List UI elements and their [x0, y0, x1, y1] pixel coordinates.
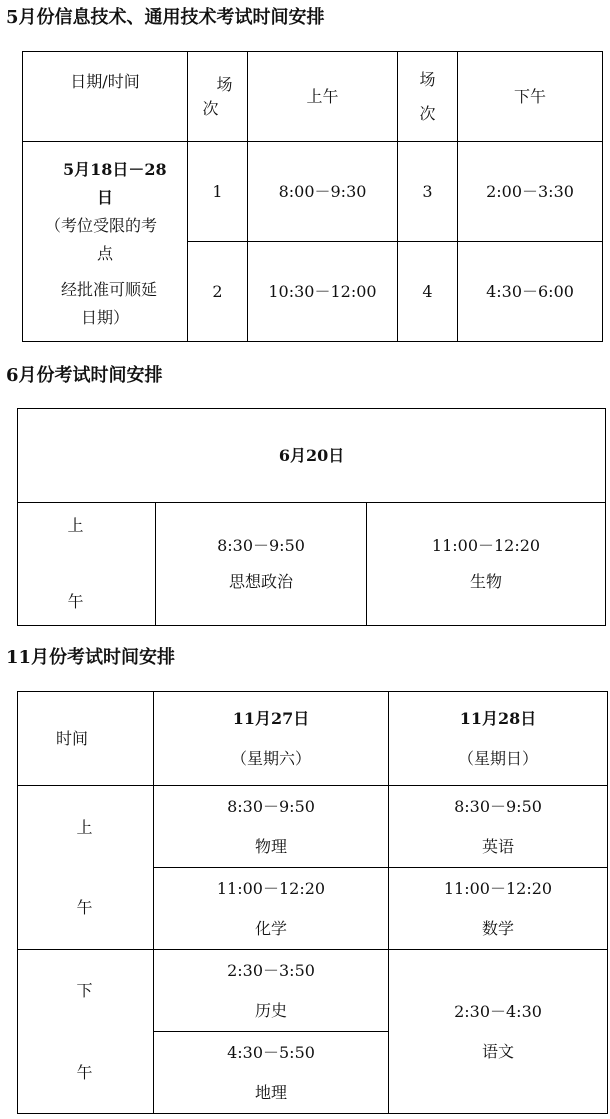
header-session-am: 场 次 [188, 52, 248, 142]
november-morning-label: 上 午 [18, 786, 154, 950]
exam-slot: 11:00－12:20 数学 [389, 868, 608, 950]
exam-time: 4:30－6:00 [458, 242, 603, 342]
exam-slot: 8:30－9:50 思想政治 [156, 503, 367, 626]
header-afternoon: 下午 [458, 52, 603, 142]
exam-time: 8:00－9:30 [248, 142, 398, 242]
header-date-time: 日期/时间 [23, 52, 188, 142]
november-heading: 11月份考试时间安排 [6, 647, 176, 668]
header-day1: 11月27日 （星期六） [154, 692, 389, 786]
exam-slot: 4:30－5:50 地理 [154, 1032, 389, 1114]
exam-time: 2:00－3:30 [458, 142, 603, 242]
exam-slot: 8:30－9:50 英语 [389, 786, 608, 868]
june-heading: 6月份考试时间安排 [6, 365, 163, 386]
header-morning: 上午 [248, 52, 398, 142]
session-number: 1 [188, 142, 248, 242]
exam-slot-chinese: 2:30－4:30 语文 [389, 950, 608, 1114]
header-day2: 11月28日 （星期日） [389, 692, 608, 786]
exam-slot: 11:00－12:20 化学 [154, 868, 389, 950]
session-number: 4 [398, 242, 458, 342]
header-time: 时间 [18, 692, 154, 786]
june-morning-label: 上 午 [18, 503, 156, 626]
june-schedule-table [17, 408, 606, 626]
may-date-cell: 5月18日－28 日 （考位受限的考 点 经批准可顺延 日期） [23, 142, 188, 342]
may-schedule-table [22, 51, 603, 342]
header-session-pm: 场 次 [398, 52, 458, 142]
exam-time: 10:30－12:00 [248, 242, 398, 342]
exam-slot: 2:30－3:50 历史 [154, 950, 389, 1032]
may-heading: 5月份信息技术、通用技术考试时间安排 [6, 7, 325, 28]
session-number: 2 [188, 242, 248, 342]
session-number: 3 [398, 142, 458, 242]
november-afternoon-label: 下 午 [18, 950, 154, 1114]
june-date: 6月20日 [18, 409, 606, 503]
exam-slot: 8:30－9:50 物理 [154, 786, 389, 868]
exam-slot: 11:00－12:20 生物 [367, 503, 606, 626]
november-schedule-table [17, 691, 608, 1114]
